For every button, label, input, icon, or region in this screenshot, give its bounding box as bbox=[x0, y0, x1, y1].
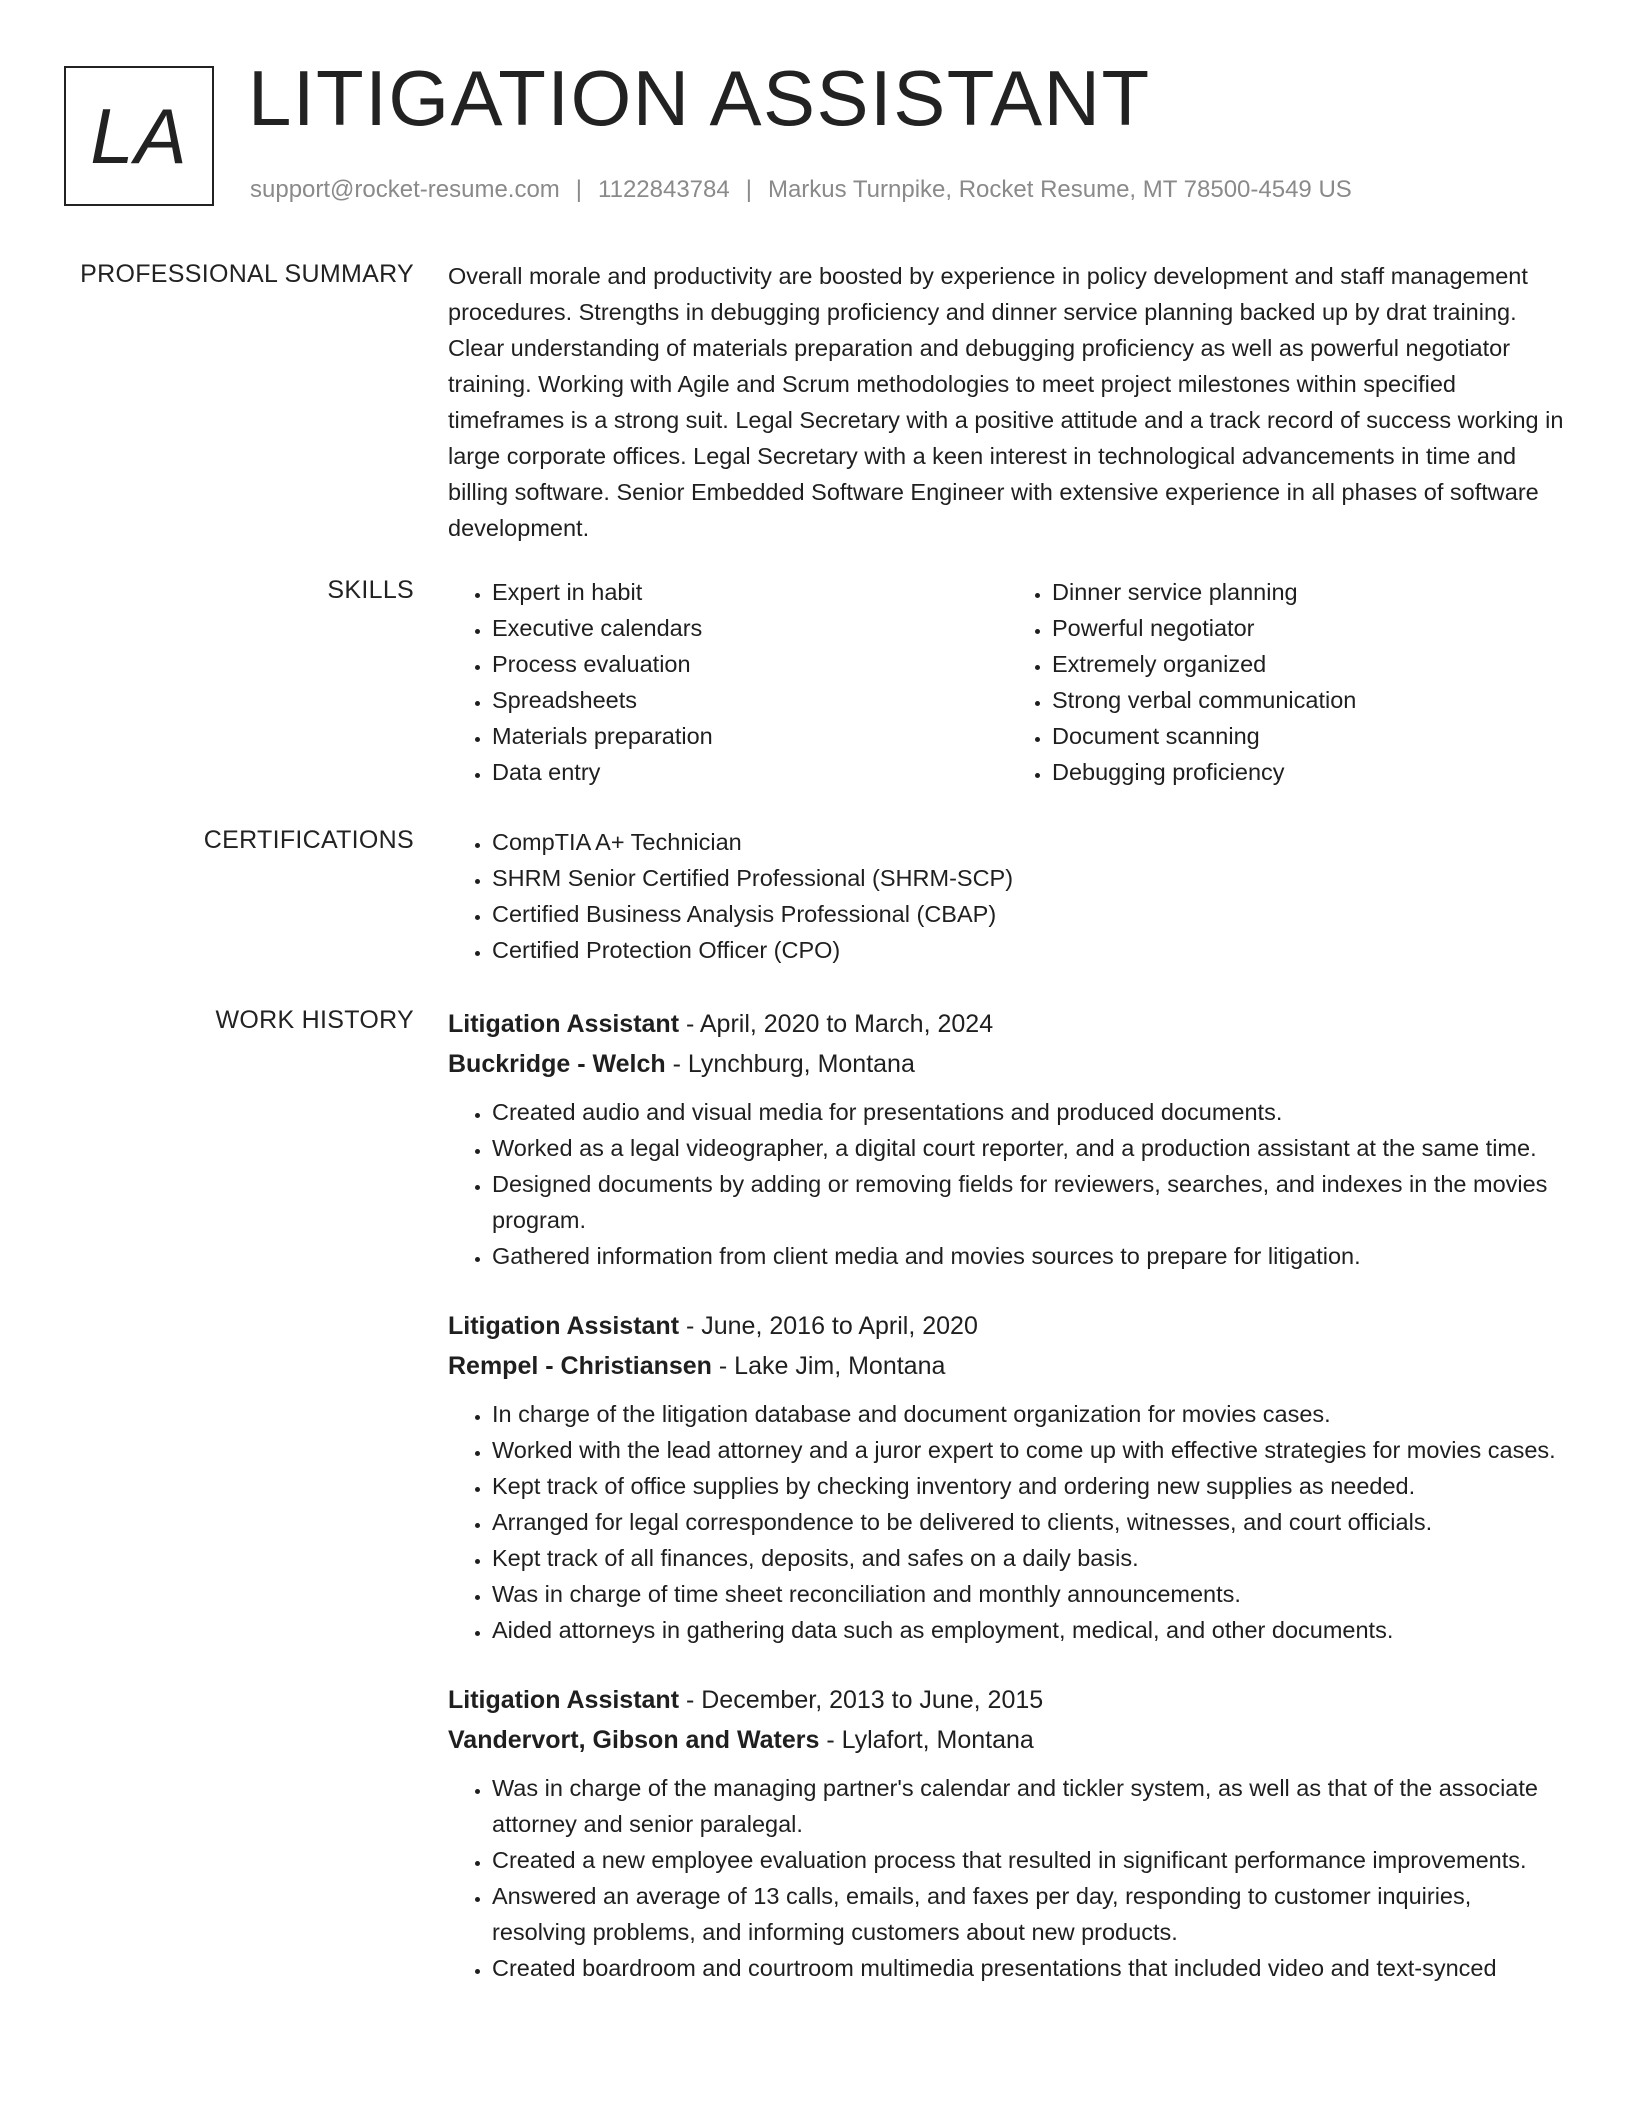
job-bullet: • Created boardroom and courtroom multimedia presentations that included video and text-synced bbox=[492, 1950, 1568, 1986]
certification-item: • SHRM Senior Certified Professional (SHRM-SCP) bbox=[492, 860, 1568, 896]
job-title-line bbox=[448, 1004, 1568, 1044]
job-title: Litigation Assistant bbox=[448, 1010, 680, 1038]
skill-item: • Materials preparation bbox=[492, 718, 1008, 754]
job-company: Rempel - Christiansen bbox=[448, 1352, 712, 1380]
job-title: Litigation Assistant bbox=[448, 1686, 680, 1714]
skill-item: • Data entry bbox=[492, 754, 1008, 790]
job-bullet: • Aided attorneys in gathering data such as employment, medical, and other documents. bbox=[492, 1612, 1568, 1648]
job-company-line bbox=[448, 1044, 1568, 1084]
job-company: Vandervort, Gibson and Waters bbox=[448, 1726, 820, 1754]
section-label-work-history: WORK HISTORY bbox=[215, 1006, 414, 1034]
skill-item: • Document scanning bbox=[1052, 718, 1568, 754]
job-dates: - June, 2016 to April, 2020 bbox=[679, 1312, 978, 1340]
certifications-body bbox=[448, 824, 1568, 968]
section-label-certifications: CERTIFICATIONS bbox=[203, 826, 414, 854]
job-location: - Lake Jim, Montana bbox=[711, 1352, 946, 1380]
skill-item: • Debugging proficiency bbox=[1052, 754, 1568, 790]
section-label-skills: SKILLS bbox=[327, 576, 414, 604]
job-bullet: • In charge of the litigation database and document organization for movies cases. bbox=[492, 1396, 1568, 1432]
work-history-body bbox=[448, 1004, 1568, 2018]
skill-item: • Powerful negotiator bbox=[1052, 610, 1568, 646]
job-bullet: • Created audio and visual media for presentations and produced documents. bbox=[492, 1094, 1568, 1130]
resume-title: LITIGATION ASSISTANT bbox=[248, 54, 1151, 142]
job-bullets bbox=[448, 1770, 1568, 1986]
job-company: Buckridge - Welch bbox=[448, 1050, 666, 1078]
job-entry bbox=[448, 1680, 1568, 1986]
job-bullet: • Was in charge of the managing partner's calendar and tickler system, as well as that of the associate attorney and senior paralegal. bbox=[492, 1770, 1568, 1842]
job-bullet: • Designed documents by adding or removing fields for reviewers, searches, and indexes in the movies program. bbox=[492, 1166, 1568, 1238]
contact-email[interactable]: support@rocket-resume.com bbox=[250, 176, 560, 203]
job-entry bbox=[448, 1004, 1568, 1274]
job-bullet: • Gathered information from client media and movies sources to prepare for litigation. bbox=[492, 1238, 1568, 1274]
contact-separator: | bbox=[745, 176, 752, 203]
job-title-line bbox=[448, 1306, 1568, 1346]
skill-item: • Executive calendars bbox=[492, 610, 1008, 646]
job-entry bbox=[448, 1306, 1568, 1648]
job-bullet: • Worked with the lead attorney and a juror expert to come up with effective strategies for movies cases. bbox=[492, 1432, 1568, 1468]
job-title: Litigation Assistant bbox=[448, 1312, 680, 1340]
certification-item: • Certified Business Analysis Professional (CBAP) bbox=[492, 896, 1568, 932]
job-bullets bbox=[448, 1094, 1568, 1274]
job-dates: - December, 2013 to June, 2015 bbox=[679, 1686, 1044, 1714]
job-bullet: • Answered an average of 13 calls, emails, and faxes per day, responding to customer inquiries, resolving problems, and informing customers about new products. bbox=[492, 1878, 1568, 1950]
skill-item: • Process evaluation bbox=[492, 646, 1008, 682]
job-company-line bbox=[448, 1720, 1568, 1760]
certification-item: • CompTIA A+ Technician bbox=[492, 824, 1568, 860]
contact-separator: | bbox=[575, 176, 583, 203]
skills-body bbox=[448, 574, 1568, 790]
contact-line bbox=[250, 176, 1352, 204]
job-location: - Lylafort, Montana bbox=[819, 1726, 1034, 1754]
job-location: - Lynchburg, Montana bbox=[665, 1050, 915, 1078]
job-title-line bbox=[448, 1680, 1568, 1720]
certifications-list bbox=[448, 824, 1568, 968]
skill-item: • Strong verbal communication bbox=[1052, 682, 1568, 718]
monogram-logo: LA bbox=[64, 66, 214, 206]
skills-grid bbox=[448, 574, 1568, 790]
skill-item: • Expert in habit bbox=[492, 574, 1008, 610]
contact-phone[interactable]: 1122843784 bbox=[598, 176, 730, 203]
skill-item: • Dinner service planning bbox=[1052, 574, 1568, 610]
job-bullet: • Was in charge of time sheet reconciliation and monthly announcements. bbox=[492, 1576, 1568, 1612]
skills-list-right bbox=[1008, 574, 1568, 790]
job-bullet: • Created a new employee evaluation process that resulted in significant performance improvements. bbox=[492, 1842, 1568, 1878]
contact-address: Markus Turnpike, Rocket Resume, MT 78500-4549 US bbox=[767, 176, 1352, 203]
section-label-summary: PROFESSIONAL SUMMARY bbox=[80, 260, 414, 288]
job-bullets bbox=[448, 1396, 1568, 1648]
job-company-line bbox=[448, 1346, 1568, 1386]
certification-item: • Certified Protection Officer (CPO) bbox=[492, 932, 1568, 968]
job-dates: - April, 2020 to March, 2024 bbox=[679, 1010, 994, 1038]
job-bullet: • Kept track of all finances, deposits, and safes on a daily basis. bbox=[492, 1540, 1568, 1576]
skill-item: • Extremely organized bbox=[1052, 646, 1568, 682]
job-bullet: • Kept track of office supplies by checking inventory and ordering new supplies as needed. bbox=[492, 1468, 1568, 1504]
skills-list-left bbox=[448, 574, 1008, 790]
job-bullet: • Arranged for legal correspondence to be delivered to clients, witnesses, and court officials. bbox=[492, 1504, 1568, 1540]
skill-item: • Spreadsheets bbox=[492, 682, 1008, 718]
summary-text: Overall morale and productivity are boosted by experience in policy development and staff management procedures. Strengths in debugging proficiency and dinner service planning backed up by drat training. Clear understanding of materials preparation and debugging proficiency as well as powerful negotiator training. Working with Agile and Scrum methodologies to meet project milestones within specified timeframes is a strong suit. Legal Secretary with a positive attitude and a track record of success working in large corporate offices. Legal Secretary with a keen interest in technological advancements in time and billing software. Senior Embedded Software Engineer with extensive experience in all phases of software development. bbox=[448, 263, 1564, 541]
job-bullet: • Worked as a legal videographer, a digital court reporter, and a production assistant at the same time. bbox=[492, 1130, 1568, 1166]
